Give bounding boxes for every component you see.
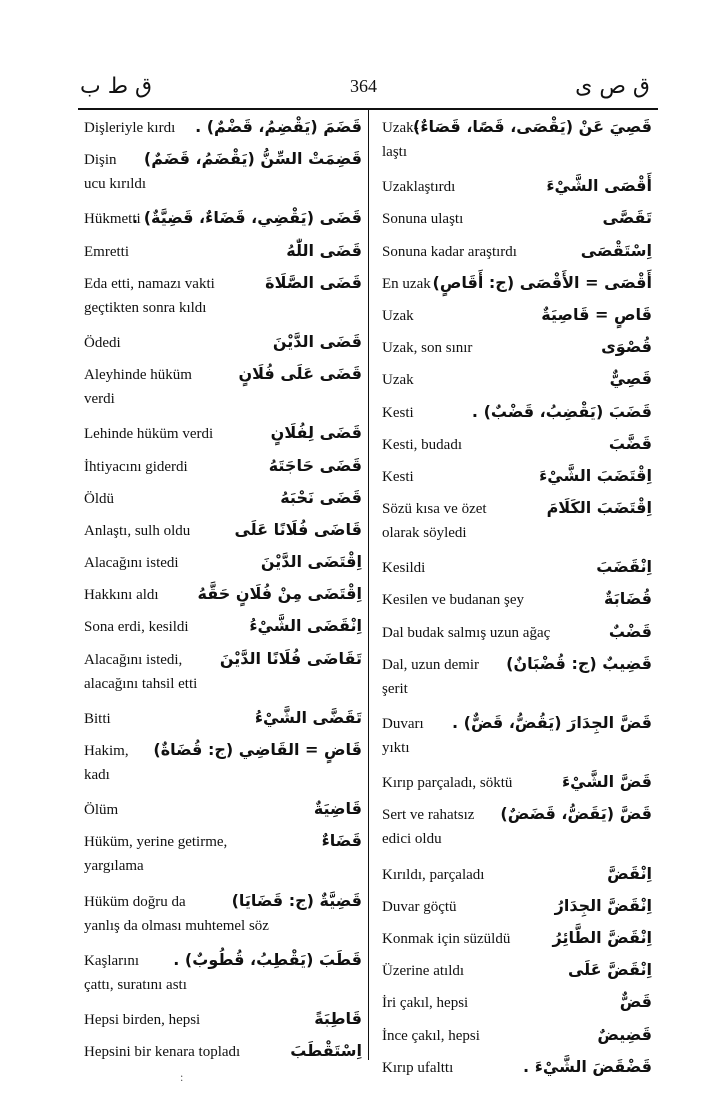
definition-line: Sona erdi, kesildi [84, 619, 189, 636]
dictionary-entry [382, 653, 652, 705]
arabic-headword: قَطَبَ (يَقْطِبُ، قُطُوبٌ) . [173, 949, 362, 969]
definition-line: Ölüm [84, 802, 119, 819]
dictionary-entry [382, 771, 652, 796]
arabic-headword: أَقْصَى = الأَقْصَى (ج: أَقَاصٍ) [432, 272, 652, 292]
definition-line: Dişin [84, 152, 117, 169]
definition-line: Hepsini bir kenara topladı [84, 1044, 241, 1061]
arabic-headword: اِنْقَضَّ [607, 863, 652, 883]
arabic-headword: قَضَاءٌ [321, 831, 362, 851]
arabic-headword: تَقَضَّى الشَّيْءُ [254, 707, 362, 727]
definition-line: Kesti [382, 468, 414, 485]
definition-line: Konmak için süzüldü [382, 930, 511, 947]
arabic-headword: تَقَاضَى فُلَانًا الدَّيْنَ [219, 648, 362, 668]
dictionary-entry [382, 863, 652, 888]
arabic-headword: قُضَابَةٌ [604, 589, 652, 609]
arabic-headword: قُصْوَى [601, 337, 652, 357]
dictionary-entry [382, 116, 652, 168]
dictionary-entry [84, 422, 362, 447]
definition-line: Aleyhinde hüküm [84, 367, 192, 384]
arabic-headword: قَضَى حَاجَتَهُ [268, 455, 362, 475]
arabic-headword: قَاضَى فُلَانًا عَلَى [234, 519, 362, 539]
definition-line: yargılama [84, 858, 144, 875]
dictionary-entry [84, 116, 362, 141]
header-left-letters: ق ط ب [80, 74, 153, 99]
arabic-headword: اِنْقَضَّ الطَّائِرُ [552, 927, 652, 947]
definition-line: şerit [382, 680, 408, 697]
dictionary-entry [382, 207, 652, 232]
definition-line: verdi [84, 391, 115, 408]
definition-line: Kesti [382, 404, 414, 421]
arabic-headword: قَضَى نَحْبَهُ [280, 487, 362, 507]
definition-line: çattı, suratını astı [84, 976, 187, 993]
definition-line: Alacağını istedi, [84, 651, 183, 668]
arabic-headword: قَضِيضٌ [597, 1024, 652, 1044]
arabic-headword: قَضٌّ [619, 992, 652, 1012]
arabic-headword: اِنْقَضَى الشَّيْءُ [249, 616, 362, 636]
arabic-headword: اِنْقَضَبَ [596, 557, 652, 577]
arabic-headword: قَضَبَ (يَقْضِبُ، قَضْبٌ) . [471, 401, 652, 421]
definition-line: Hüküm, yerine getirme, [84, 834, 228, 851]
dictionary-entry [382, 991, 652, 1016]
definition-line: Hükmetti [84, 211, 141, 228]
arabic-headword: قَضَى اللّٰهُ [286, 240, 362, 260]
dictionary-entry [84, 648, 362, 700]
arabic-headword: قَضَى لِفُلَانٍ [270, 423, 362, 443]
dictionary-entry [382, 401, 652, 426]
definition-line: Uzak [382, 372, 414, 389]
definition-line: Hepsi birden, hepsi [84, 1011, 201, 1028]
definition-line: yıktı [382, 740, 410, 756]
arabic-headword: قَضَّ الجِدَارَ (يَقُضُّ، قَضٌّ) . [452, 713, 652, 732]
dictionary-entry [84, 363, 362, 415]
arabic-headword: قَضَى عَلَى فُلَانٍ [238, 364, 362, 384]
definition-line: Eda etti, namazı vakti [84, 275, 215, 292]
arabic-headword: قَضَى (يَقْضِي، قَضَاءٌ، قَضِيَّةٌ) . [132, 208, 362, 228]
arabic-headword: قَضَّ الشَّيْءَ [561, 772, 652, 792]
page-number: 364 [350, 76, 377, 96]
dictionary-entry [84, 519, 362, 544]
page-header [80, 74, 650, 104]
definition-line: Kaşlarını [84, 952, 139, 969]
definition-line: Sert ve rahatsız [382, 807, 475, 824]
dictionary-entry [382, 175, 652, 200]
definition-line: Öldü [84, 490, 114, 507]
dictionary-entry [382, 336, 652, 361]
dictionary-entry [382, 304, 652, 329]
dictionary-entry [84, 331, 362, 356]
dictionary-entry [382, 959, 652, 984]
definition-line: Uzak, son sınır [382, 340, 473, 357]
definition-line: geçtikten sonra kıldı [84, 299, 207, 316]
dictionary-entry [84, 455, 362, 480]
definition-line: Kesti, budadı [382, 436, 462, 453]
dictionary-entry [84, 830, 362, 882]
arabic-headword: اِقْتَضَى مِنْ فُلَانٍ حَقَّهُ [197, 584, 362, 604]
arabic-headword: اِقْتَضَى الدَّيْنَ [260, 552, 362, 572]
dictionary-entry [84, 272, 362, 324]
definition-line: Uzak [382, 307, 414, 324]
arabic-headword: اِسْتَقْطَبَ [290, 1041, 362, 1061]
dictionary-entry [84, 949, 362, 1001]
dictionary-entry [382, 895, 652, 920]
dictionary-entry [84, 1040, 362, 1065]
arabic-headword: قَضِمَتْ السِّنُّ (يَقْضَمُ، قَضَمٌ) [143, 149, 362, 169]
dictionary-entry [84, 207, 362, 232]
dictionary-entry [84, 739, 362, 791]
definition-line: İri çakıl, hepsi [382, 995, 469, 1012]
arabic-headword: قَصِيٌّ [609, 369, 652, 389]
dictionary-entry [84, 551, 362, 576]
dictionary-entry [84, 240, 362, 265]
definition-line: Hakkını aldı [84, 587, 159, 604]
dictionary-entry [382, 712, 652, 764]
dictionary-entry [382, 1024, 652, 1049]
dictionary-entry [84, 615, 362, 640]
arabic-headword: اِسْتَقْصَى [580, 240, 652, 260]
dictionary-entry [84, 583, 362, 608]
definition-line: Uzak- [382, 120, 419, 136]
dictionary-entry [84, 798, 362, 823]
dictionary-entry [382, 1056, 652, 1081]
arabic-headword: قَضَى الدَّيْنَ [272, 331, 362, 351]
definition-line: alacağını tahsil etti [84, 675, 198, 692]
definition-line: edici oldu [382, 831, 442, 848]
dictionary-entry [84, 487, 362, 512]
definition-line: Duvar göçtü [382, 898, 457, 915]
arabic-headword: قَضْقَضَ الشَّيْءَ . [523, 1056, 652, 1076]
definition-line: Lehinde hüküm verdi [84, 426, 214, 443]
arabic-headword: قَاطِبَةً [314, 1008, 362, 1028]
arabic-headword: قَاصٍ = قَاصِيَةٌ [541, 304, 652, 324]
dictionary-entry [84, 890, 362, 942]
definition-line: En uzak [382, 275, 431, 292]
definition-line: Alacağını istedi [84, 555, 179, 572]
dictionary-entry [382, 433, 652, 458]
arabic-headword: قَضِيبٌ (ج: قُضْبَانٌ) [506, 653, 652, 673]
arabic-headword: قَضْبٌ [608, 621, 652, 641]
definition-line: Uzaklaştırdı [382, 179, 456, 196]
definition-line: Kesildi [382, 560, 426, 577]
arabic-headword: قَضَّبَ [608, 433, 652, 453]
definition-line: Bitti [84, 710, 111, 727]
definition-line: olarak söyledi [382, 525, 467, 542]
column-divider [368, 110, 369, 1060]
definition-line: Dal, uzun demir [382, 656, 480, 673]
definition-line: İhtiyacını giderdi [84, 458, 188, 475]
definition-line: Anlaştı, sulh oldu [84, 522, 191, 539]
arabic-headword: اِنْقَضَّ عَلَى [567, 960, 652, 980]
arabic-headword: تَقَصَّى [602, 208, 652, 228]
definition-line: Kırıldı, parçaladı [382, 866, 485, 883]
definition-line: Duvarı [382, 716, 424, 732]
definition-line: Dişleriyle kırdı [84, 120, 176, 136]
turkish-definition [84, 830, 362, 878]
definition-line: Emretti [84, 243, 129, 260]
definition-line: İnce çakıl, hepsi [382, 1027, 480, 1044]
definition-line: Dal budak salmış uzun ağaç [382, 624, 551, 641]
definition-line: Hakim, [84, 743, 129, 759]
definition-line: Sözü kısa ve özet [382, 501, 487, 518]
arabic-headword: أَقْصَى الشَّيْءَ [546, 176, 652, 196]
arabic-headword: قَضَّ (يَقَضُّ، قَضَضٌ) [500, 804, 652, 824]
dictionary-entry [382, 497, 652, 549]
arabic-headword: قَاضٍ = القَاضِي (ج: قُضَاةٌ) [153, 740, 362, 759]
dictionary-entry [84, 707, 362, 732]
dictionary-entry [84, 148, 362, 200]
definition-line: yanlış da olması muhtemel söz [84, 917, 269, 934]
arabic-headword: اِقْتَضَبَ الكَلَامَ [546, 498, 652, 518]
definition-line: Kırıp ufalttı [382, 1059, 454, 1076]
dictionary-entry [382, 465, 652, 490]
right-column [382, 116, 652, 1088]
arabic-headword: قَاضِيَةٌ [313, 799, 362, 819]
dictionary-entry [382, 621, 652, 646]
header-right-letters: ق ص ى [575, 74, 650, 99]
dictionary-entry [382, 240, 652, 265]
arabic-headword: قَضَى الصَّلَاةَ [265, 272, 362, 292]
left-column [84, 116, 362, 1072]
dictionary-entry [382, 927, 652, 952]
dictionary-entry [84, 1008, 362, 1033]
definition-line: Hüküm doğru da [84, 893, 186, 910]
definition-line: laştı [382, 144, 407, 160]
definition-line: kadı [84, 767, 110, 783]
definition-line: Kesilen ve budanan şey [382, 592, 525, 609]
dictionary-entry [382, 588, 652, 613]
definition-line: Sonuna ulaştı [382, 211, 464, 228]
footer-mark: : [180, 1070, 184, 1084]
definition-line: Ödedi [84, 334, 121, 351]
dictionary-entry [382, 556, 652, 581]
arabic-headword: قَضَمَ (يَقْضِمُ، قَضْمٌ) . [195, 117, 362, 136]
turkish-definition [382, 991, 652, 1015]
definition-line: Kırıp parçaladı, söktü [382, 775, 513, 792]
arabic-headword: قَضِيَّةٌ (ج: قَضَايَا) [231, 890, 362, 910]
definition-line: ucu kırıldı [84, 176, 147, 193]
definition-line: Üzerine atıldı [382, 963, 465, 980]
arabic-headword: اِنْقَضَّ الجِدَارُ [554, 895, 652, 915]
dictionary-entry [382, 803, 652, 855]
arabic-headword: قَصِيَ عَنْ (يَقْصَى، قَصًا، قَصَاءٌ) [413, 117, 652, 136]
dictionary-entry [382, 272, 652, 297]
definition-line: Sonuna kadar araştırdı [382, 243, 517, 260]
arabic-headword: اِقْتَضَبَ الشَّيْءَ [539, 465, 652, 485]
dictionary-entry [382, 368, 652, 393]
